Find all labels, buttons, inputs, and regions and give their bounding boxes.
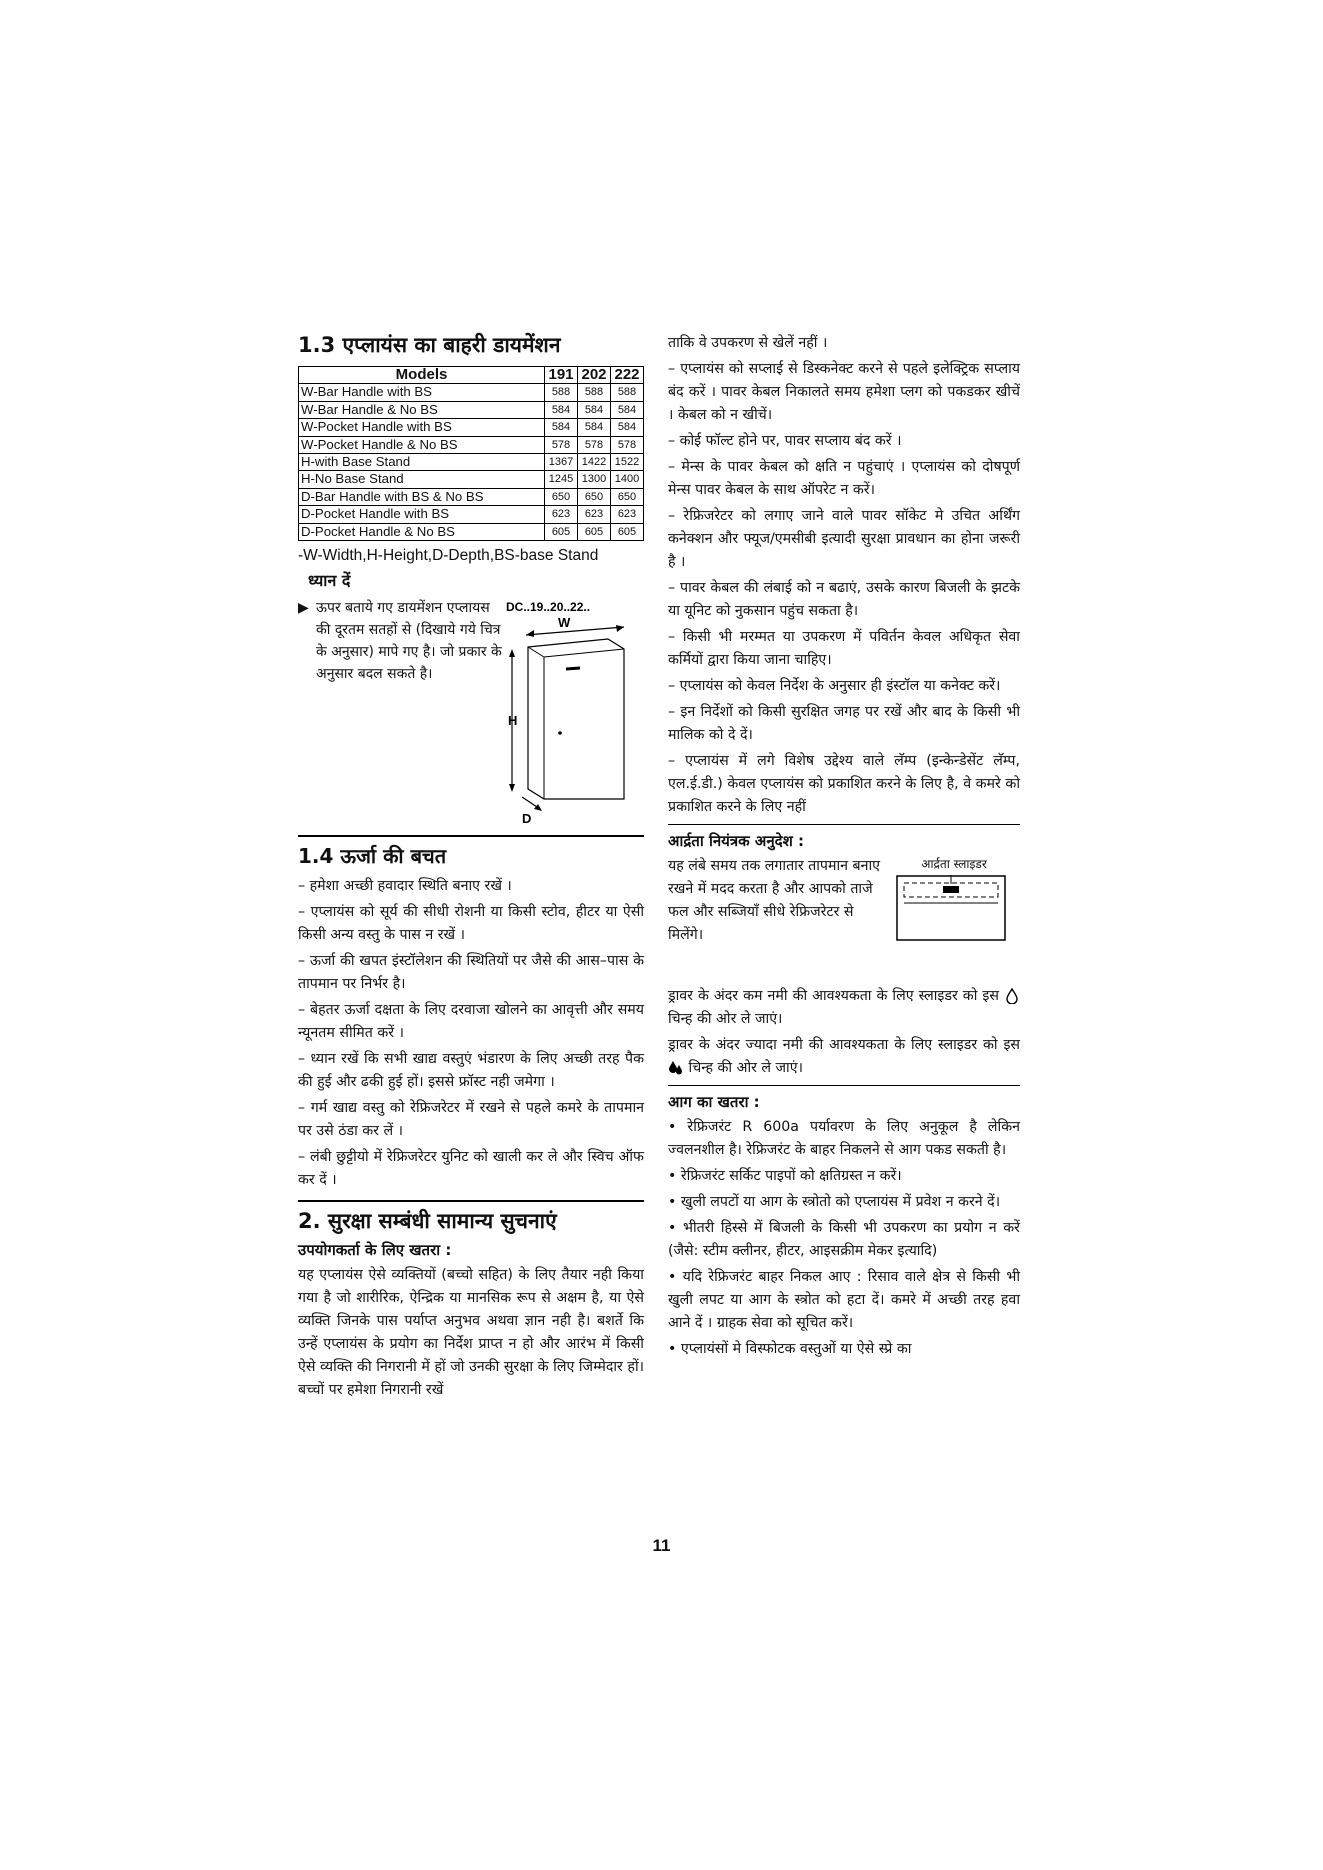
safety-instruction: – कोई फॉल्ट होने पर, पावर सप्लाय बंद करें । — [668, 433, 902, 449]
table-row — [299, 384, 644, 401]
dimension-cell: 588 — [545, 384, 578, 401]
model-cell: H-No Base Stand — [299, 471, 545, 488]
section-divider — [298, 835, 644, 837]
table-row — [299, 506, 644, 523]
figure-model-label: DC..19..20..22.. — [506, 600, 591, 615]
pointer-arrow-icon: ▶ — [298, 600, 309, 617]
safety-instruction: ताकि वे उपकरण से खेलें नहीं । — [668, 335, 828, 351]
dimension-cell: 605 — [578, 523, 611, 540]
table-row — [299, 471, 644, 488]
dimension-cell: 584 — [578, 419, 611, 436]
note-box — [298, 597, 644, 827]
fire-risk-list — [668, 1116, 1020, 1361]
energy-tip: – हमेशा अच्छी हवादार स्थिति बनाए रखें । — [298, 878, 512, 895]
safety-instruction: – रेफ्रिजरेटर को लगाए जाने वाले पावर सॉकेट मे उचित अर्थिंग कनेक्शन और फ्यूज/एमसीबी इत्यादी सुरक्षा प्रावधान का होना जरूरी है । — [668, 508, 1020, 570]
table-row — [299, 401, 644, 418]
note-text: ऊपर बताये गए डायमेंशन एप्लायस की दूरतम सतहों से (दिखाये गये चित्र के अनुसार) मापे गए है। जो प्रकार के अनुसार बदल सकते है। — [316, 600, 502, 683]
model-cell: W-Pocket Handle with BS — [299, 419, 545, 436]
humidity-low-text-b: चिन्ह की ओर ले जाएं। — [668, 1011, 783, 1027]
dimension-cell: 584 — [611, 419, 644, 436]
safety-instruction: – किसी भी मरम्मत या उपकरण में पविर्तन केवल अधिकृत सेवा कर्मियों द्वारा किया जाना चाहिए। — [668, 629, 1020, 668]
dimension-cell: 605 — [545, 523, 578, 540]
humidity-high-instruction — [668, 1034, 1020, 1080]
dimension-cell: 650 — [611, 488, 644, 505]
page-number: 11 — [652, 1536, 671, 1555]
dimension-cell: 578 — [578, 436, 611, 453]
dimension-cell: 605 — [611, 523, 644, 540]
low-humidity-drop-icon — [1004, 988, 1020, 1004]
fire-risk-item: • खुली लपटों या आग के स्त्रोतो को एप्लायंस में प्रवेश न करने दें। — [668, 1194, 1001, 1210]
dimension-cell: 650 — [545, 488, 578, 505]
fire-risk-item: • यदि रेफ्रिजरंट बाहर निकल आए : रिसाव वाले क्षेत्र से किसी भी खुली लपट या आग के स्त्रोत को हटा दें। कमरे में अच्छी तरह हवा आने दें । ग्राहक सेवा को सूचित करें। — [668, 1269, 1020, 1331]
model-cell: D-Pocket Handle with BS — [299, 506, 545, 523]
model-cell: H-with Base Stand — [299, 454, 545, 471]
safety-instruction: – इन निर्देशों को किसी सुरक्षित जगह पर रखें और बाद के किसी भी मालिक को दे दें। — [668, 704, 1020, 743]
table-legend: -W-Width,H-Height,D-Depth,BS-base Stand — [298, 547, 599, 565]
dimension-cell: 578 — [545, 436, 578, 453]
safety-instruction: – एप्लायंस में लगे विशेष उद्देश्य वाले लॅम्प (इन्केन्डेसेंट लॅम्प, एल.ई.डी.) केवल एप्लायंस को प्रकाशित करने के लिए है, वे कमरे को प्रकाशित करने के लिए नहीं — [668, 753, 1020, 815]
humidity-low-instruction — [668, 985, 1020, 1031]
energy-saving-list — [298, 875, 644, 1192]
right-column — [668, 332, 1020, 1364]
dimension-cell: 578 — [611, 436, 644, 453]
model-cell: W-Bar Handle with BS — [299, 384, 545, 401]
humidity-block — [668, 855, 1020, 985]
dimension-cell: 584 — [611, 401, 644, 418]
slider-label: आर्द्रता स्लाइडर — [921, 857, 987, 871]
section-divider — [668, 1085, 1020, 1086]
fire-risk-item: • भीतरी हिस्से में बिजली के किसी भी उपकरण का प्रयोग न करें (जैसे: स्टीम क्लीनर, हीटर, आइसक्रीम मेकर इत्यादि) — [668, 1220, 1020, 1259]
model-cell: W-Pocket Handle & No BS — [299, 436, 545, 453]
section-1-3-title: 1.3 एप्लायंस का बाहरी डायमेंशन — [298, 333, 561, 357]
table-row — [299, 454, 644, 471]
energy-tip: – बेहतर ऊर्जा दक्षता के लिए दरवाजा खोलने का आवृत्ती और समय न्यूनतम सीमित करें । — [298, 1002, 644, 1042]
energy-tip: – गर्म खाद्य वस्तु को रेफ्रिजरेटर में रखने से पहले कमरे के तापमान पर उसे ठंडा कर लें । — [298, 1100, 644, 1140]
safety-instruction: – एप्लायंस को सप्लाई से डिस्कनेक्ट करने से पहले इलेक्ट्रिक सप्लाय बंद करें । पावर केबल निकालते समय हमेशा प्लग को पकडकर खीचें । केबल को न खीचें। — [668, 361, 1020, 423]
table-header-cell: 222 — [611, 367, 644, 384]
table-row — [299, 523, 644, 540]
dimension-cell: 1300 — [578, 471, 611, 488]
dimension-cell: 623 — [578, 506, 611, 523]
figure-width-label: W — [558, 615, 571, 631]
dimension-cell: 588 — [611, 384, 644, 401]
dimension-cell: 1367 — [545, 454, 578, 471]
table-header-cell: 202 — [578, 367, 611, 384]
user-risk-text: यह एप्लायंस ऐसे व्यक्तियों (बच्चो सहित) के लिए तैयार नही किया गया है जो शारीरिक, ऐन्द्रिक या मानसिक रूप से अक्षम है, या ऐसे व्यक्ति जिनके पास पर्याप्त अनुभव अथवा ज्ञान नही है। बशर्ते कि उन्हें एप्लायंस के प्रयोग का निर्देश प्राप्त न हो और आरंभ में किसी ऐसे व्यक्ति की निगरानी में हों जो उनकी सुरक्षा के लिए जिम्मेदार हों। बच्चों पर हमेशा निगरानी रखें — [298, 1267, 644, 1399]
model-cell: D-Pocket Handle & No BS — [299, 523, 545, 540]
section-1-4-title: 1.4 ऊर्जा की बचत — [298, 844, 447, 869]
dimension-cell: 623 — [545, 506, 578, 523]
energy-tip: – ध्यान रखें कि सभी खाद्य वस्तुएं भंडारण के लिए अच्छी तरह पैक की हुई और ढकी हुई हों। इससे फ्रॉस्ट नही जमेगा । — [298, 1051, 644, 1091]
figure-depth-label: D — [522, 811, 532, 827]
section-2-title: 2. सुरक्षा सम्बंधी सामान्य सुचनाएं — [298, 1209, 557, 1234]
safety-list — [668, 332, 1020, 819]
dimension-cell: 584 — [545, 401, 578, 418]
dimension-cell: 1400 — [611, 471, 644, 488]
table-row — [299, 419, 644, 436]
table-header-cell: 191 — [545, 367, 578, 384]
note-text-block — [298, 597, 508, 685]
energy-tip: – एप्लायंस को सूर्य की सीधी रोशनी या किसी स्टोव, हीटर या ऐसी किसी अन्य वस्तु के पास न रखें । — [298, 904, 644, 944]
section-divider — [298, 1200, 644, 1202]
dimension-cell: 584 — [578, 401, 611, 418]
safety-instruction: – मेन्स के पावर केबल को क्षति न पहुंचाएं । एप्लायंस को दोषपूर्ण मेन्स पावर केबल के साथ ऑपरेट न करें। — [668, 459, 1020, 498]
fire-risk-item: • एप्लायंसों मे विस्फोटक वस्तुओं या ऐसे स्प्रे का — [668, 1341, 912, 1357]
model-cell: W-Bar Handle & No BS — [299, 401, 545, 418]
dimension-cell: 1245 — [545, 471, 578, 488]
section-divider — [668, 824, 1020, 825]
table-header-row — [299, 367, 644, 384]
high-humidity-drops-icon — [668, 1060, 684, 1076]
table-row — [299, 488, 644, 505]
dimensions-table — [298, 366, 644, 541]
left-column — [298, 332, 644, 1405]
humidity-text: यह लंबे समय तक लगातार तापमान बनाए रखने में मदद करता है और आपको ताजे फल और सब्जियाँ सीधे रेफ्रिजरेटर से मिलेंगे। — [668, 858, 881, 943]
dimension-cell: 623 — [611, 506, 644, 523]
humidity-title: आर्द्रता नियंत्रक अनुदेश : — [668, 832, 805, 850]
fire-risk-title: आग का खतरा : — [668, 1093, 760, 1111]
safety-instruction: – पावर केबल की लंबाई को न बढाएं, उसके कारण बिजली के झटके या यूनिट को नुकसान पहुंच सकता है। — [668, 580, 1020, 619]
model-cell: D-Bar Handle with BS & No BS — [299, 488, 545, 505]
dimension-cell: 1422 — [578, 454, 611, 471]
dimension-cell: 588 — [578, 384, 611, 401]
user-risk-title: उपयोगकर्ता के लिए खतरा : — [298, 1241, 452, 1260]
safety-instruction: – एप्लायंस को केवल निर्देश के अनुसार ही इंस्टॉल या कनेक्ट करें। — [668, 678, 1001, 694]
fridge-dimension-figure — [506, 597, 646, 827]
energy-tip: – ऊर्जा की खपत इंस्टॉलेशन की स्थितियों पर जैसे की आस–पास के तापमान पर निर्भर है। — [298, 953, 644, 993]
slider-drawing — [896, 875, 1006, 941]
table-row — [299, 436, 644, 453]
figure-height-label: H — [508, 713, 518, 729]
humidity-high-text-b: चिन्ह की ओर ले जाएं। — [688, 1060, 803, 1076]
note-title: ध्यान दें — [308, 571, 351, 591]
table-body — [299, 384, 644, 541]
humidity-high-text-a: ड्रावर के अंदर ज्यादा नमी की आवश्यकता के लिए स्लाइडर को इस — [668, 1037, 1020, 1053]
dimension-cell: 650 — [578, 488, 611, 505]
energy-tip: – लंबी छुट्टीयो में रेफ्रिजरेटर युनिट को खाली कर ले और स्विच ऑफ कर दें । — [298, 1149, 644, 1189]
table-header-cell: Models — [299, 367, 545, 384]
fire-risk-item: • रेफ्रिजरंट R 600a पर्यावरण के लिए अनुकूल है लेकिन ज्वलनशील है। रेफ्रिजरंट के बाहर निकलने से आग पकड सकती है। — [668, 1119, 1020, 1158]
dimension-cell: 1522 — [611, 454, 644, 471]
humidity-slider-figure — [888, 855, 1020, 955]
fire-risk-item: • रेफ्रिजरंट सर्किट पाइपों को क्षतिग्रस्त न करें। — [668, 1168, 902, 1184]
dimension-cell: 584 — [545, 419, 578, 436]
humidity-low-text-a: ड्रावर के अंदर कम नमी की आवश्यकता के लिए स्लाइडर को इस — [668, 988, 999, 1004]
